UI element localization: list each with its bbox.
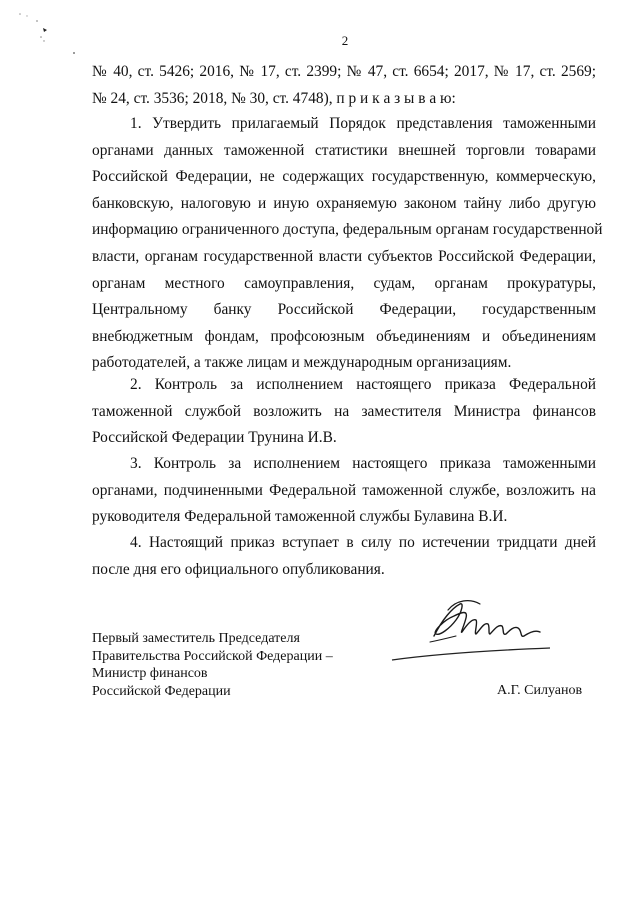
item-1-paragraph [92,111,603,377]
text-line: 1. Утвердить прилагаемый Порядок представления таможенными [130,115,596,132]
text-line: банковскую, налоговую и иную охраняемую законом тайну либо другую [92,194,596,212]
intro-paragraph [92,59,596,112]
handwritten-signature [390,590,560,670]
item-3-paragraph [92,451,596,531]
text-line: органами данных таможенной статистики внешней торговли товарами [92,141,596,159]
text-line: таможенной службой возложить на заместителя Министра финансов [92,402,596,420]
text-line: власти, органам государственной власти субъектов Российской Федерации, [92,247,596,265]
text-line: органами, подчиненными Федеральной таможенной службе, возложить на [92,481,596,499]
text-line: работодателей, а также лицам и международным организациям. [92,354,512,372]
item-4-paragraph [92,530,596,583]
text-line: № 24, ст. 3536; 2018, № 30, ст. 4748), п р и к а з ы в а ю: [92,89,456,107]
scan-specks [0,0,90,60]
text-line: 2. Контроль за исполнением настоящего приказа Федеральной [130,376,596,393]
text-line: внебюджетным фондам, профсоюзным объединениям и объединениям [92,327,596,345]
text-line: № 40, ст. 5426; 2016, № 17, ст. 2399; № 47, ст. 6654; 2017, № 17, ст. 2569; [92,63,596,80]
signatory-position [92,630,333,700]
signatory-position-line: Первый заместитель Председателя [92,631,300,646]
text-line: информацию ограниченного доступа, федеральным органам государственной [92,221,603,239]
page-number: 2 [341,33,349,48]
text-line: органам местного самоуправления, судам, органам прокуратуры, [92,274,596,292]
signatory-name: А.Г. Силуанов [497,683,583,698]
signatory-position-line: Министр финансов [92,666,208,681]
text-line: руководителя Федеральной таможенной службы Булавина В.И. [92,508,508,526]
text-line: Российской Федерации Трунина И.В. [92,429,337,447]
text-line: 4. Настоящий приказ вступает в силу по истечении тридцати дней [130,534,596,551]
text-line: после дня его официального опубликования. [92,560,385,578]
text-line: Российской Федерации, не содержащих государственную, коммерческую, [92,168,596,186]
text-line: Центральному банку Российской Федерации, государственным [92,301,596,319]
item-2-paragraph [92,372,596,452]
signatory-position-line: Правительства Российской Федерации – [92,648,333,664]
text-line: 3. Контроль за исполнением настоящего приказа таможенными [130,455,596,472]
signatory-position-line: Российской Федерации [92,683,231,699]
